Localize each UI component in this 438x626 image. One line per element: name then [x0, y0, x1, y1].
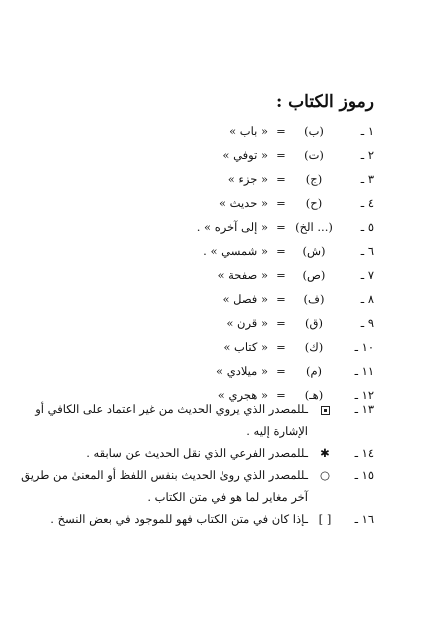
symbol-meaning: « حديث » — [218, 196, 268, 210]
symbol-row — [0, 168, 438, 190]
symbol-abbreviation: (ف) — [303, 292, 325, 306]
row-number: ١٣ ـ — [354, 402, 374, 416]
equals-sign: = — [276, 268, 286, 282]
symbol-abbreviation: (ص) — [302, 268, 326, 282]
row-number: ٢ ـ — [360, 148, 374, 162]
symbol-row — [0, 312, 438, 334]
description-text: ـللمصدر الذي روىٰ الحديث بنفس اللفظ أو المعنىٰ من طريق آخر مغاير لما هو في متن الكتاب . — [21, 468, 308, 504]
symbol-meaning: « فصل » — [222, 292, 268, 306]
page-title: رموز الكتاب : — [275, 92, 374, 112]
equals-sign: = — [276, 148, 286, 162]
symbol-row — [0, 192, 438, 214]
row-number: ٩ ـ — [360, 316, 374, 330]
equals-sign: = — [276, 244, 286, 258]
row-number: ٤ ـ — [360, 196, 374, 210]
source-mark: ○ — [319, 468, 331, 482]
row-number: ١٥ ـ — [354, 468, 374, 482]
symbol-row — [0, 264, 438, 286]
symbol-row — [0, 360, 438, 382]
symbol-abbreviation: (... الخ) — [295, 220, 333, 234]
row-number: ٦ ـ — [360, 244, 374, 258]
symbol-meaning: « شمسي » . — [203, 244, 268, 258]
symbol-meaning: « صفحة » — [217, 268, 268, 282]
equals-sign: = — [276, 220, 286, 234]
row-number: ١٦ ـ — [354, 512, 374, 526]
row-number: ٥ ـ — [360, 220, 374, 234]
symbol-meaning: « هجري » — [217, 388, 268, 402]
symbol-abbreviation: (ح) — [305, 196, 323, 210]
symbol-meaning: « باب » — [229, 124, 268, 138]
symbol-abbreviation: (ك) — [304, 340, 324, 354]
equals-sign: = — [276, 340, 286, 354]
description-text: ـللمصدر الذي يروي الحديث من غير اعتماد على الكافي أو الإشارة إليه . — [35, 402, 308, 438]
symbol-row — [0, 144, 438, 166]
symbol-abbreviation: (ج) — [305, 172, 323, 186]
symbol-meaning: « توفي » — [222, 148, 268, 162]
row-number: ٣ ـ — [360, 172, 374, 186]
symbol-row — [0, 288, 438, 310]
row-number: ٨ ـ — [360, 292, 374, 306]
source-mark: ✱ — [320, 446, 330, 460]
equals-sign: = — [276, 292, 286, 306]
row-number: ١٠ ـ — [354, 340, 374, 354]
description-text: ـإذا كان في متن الكتاب فهو للموجود في بعض النسخ . — [50, 512, 308, 526]
row-number: ١١ ـ — [354, 364, 374, 378]
symbol-abbreviation: (ق) — [305, 316, 323, 330]
symbol-abbreviation: (ت) — [304, 148, 324, 162]
symbol-meaning: « ميلادي » — [216, 364, 268, 378]
square-dot-icon — [312, 398, 338, 420]
equals-sign: = — [276, 196, 286, 210]
row-number: ١ ـ — [360, 124, 374, 138]
equals-sign: = — [276, 364, 286, 378]
symbol-row — [0, 120, 438, 142]
equals-sign: = — [276, 172, 286, 186]
symbol-abbreviation: (م) — [305, 364, 323, 378]
symbol-abbreviation: (هـ) — [304, 388, 324, 402]
description-text: ـللمصدر الفرعي الذي نقل الحديث عن سابقه . — [86, 446, 308, 460]
symbol-meaning: « إلى آخره » . — [196, 220, 268, 234]
source-mark: [ ] — [318, 512, 332, 526]
symbol-row — [0, 216, 438, 238]
row-number: ١٢ ـ — [354, 388, 374, 402]
equals-sign: = — [276, 388, 286, 402]
row-number: ١٤ ـ — [354, 446, 374, 460]
symbol-meaning: « قرن » — [226, 316, 268, 330]
symbol-abbreviation: (ب) — [304, 124, 324, 138]
symbol-meaning: « جزء » — [227, 172, 268, 186]
symbol-meaning: « كتاب » — [223, 340, 268, 354]
row-number: ٧ ـ — [360, 268, 374, 282]
symbol-abbreviation: (ش) — [302, 244, 326, 258]
equals-sign: = — [276, 124, 286, 138]
equals-sign: = — [276, 316, 286, 330]
symbol-row — [0, 240, 438, 262]
symbol-row — [0, 336, 438, 358]
